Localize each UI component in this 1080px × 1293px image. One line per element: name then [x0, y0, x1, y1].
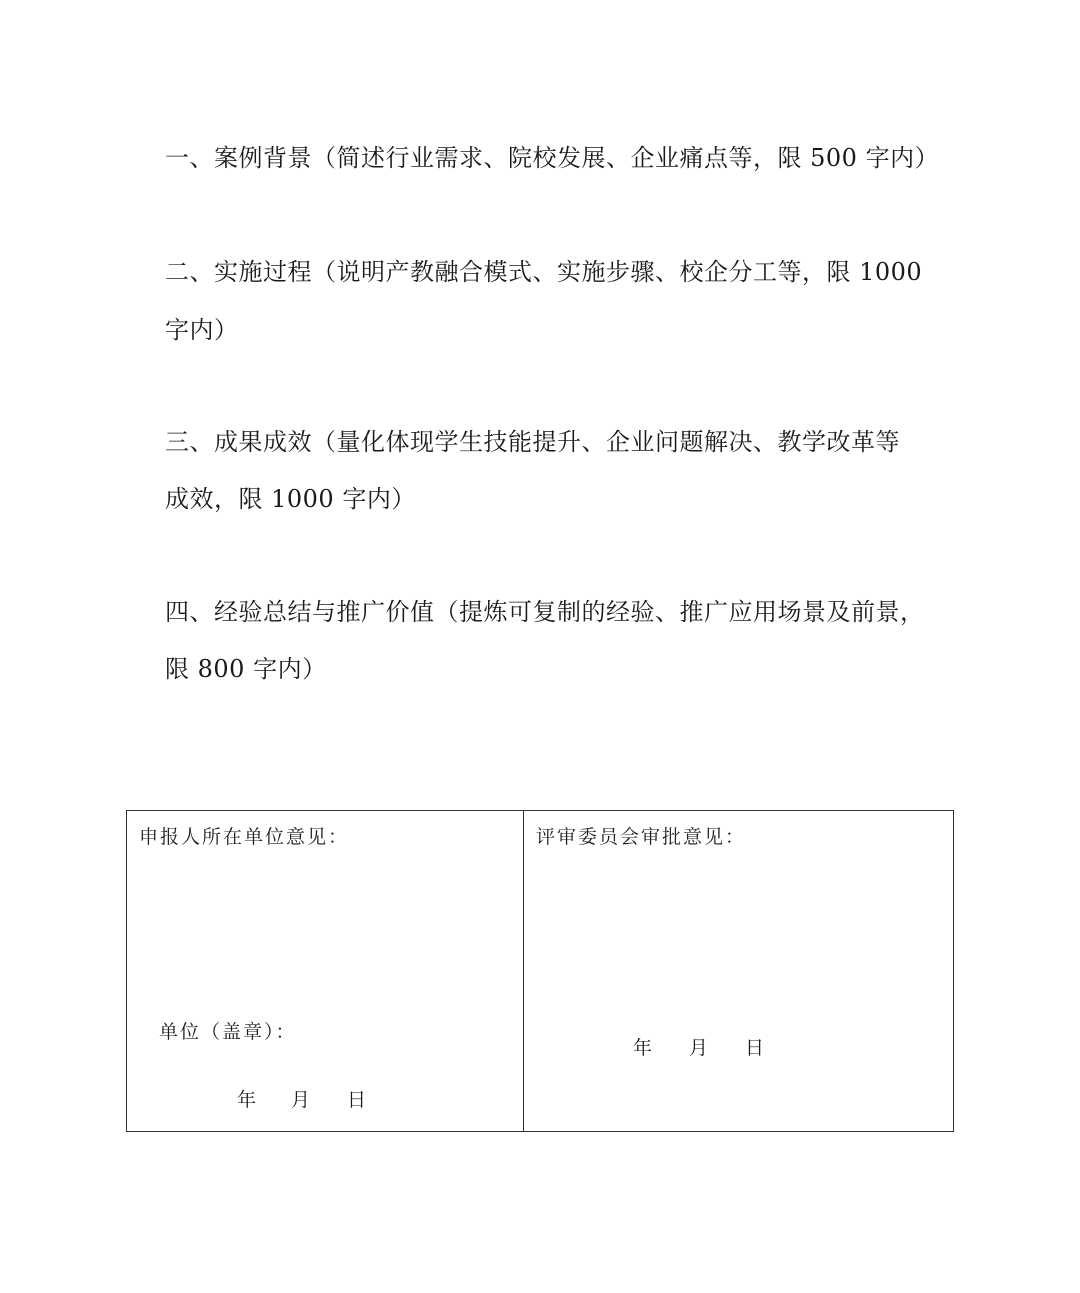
- opinion-table: [126, 810, 954, 1132]
- unit-date-year: 年: [237, 1089, 257, 1111]
- section-4-line-1: 四、经验总结与推广价值（提炼可复制的经验、推广应用场景及前景，: [165, 598, 925, 626]
- section-2-line-2: 字内）: [165, 316, 239, 344]
- table-column-divider: [523, 811, 524, 1131]
- committee-date-day: 日: [745, 1037, 765, 1059]
- unit-date-day: 日: [347, 1089, 367, 1111]
- unit-seal-label: 单位（盖章）：: [159, 1021, 297, 1043]
- committee-opinion-heading: 评审委员会审批意见：: [536, 826, 747, 848]
- committee-date-year: 年: [633, 1037, 653, 1059]
- section-2-line-1: 二、实施过程（说明产教融合模式、实施步骤、校企分工等，限 1000: [165, 258, 923, 286]
- section-4-line-2: 限 800 字内）: [165, 655, 327, 683]
- section-1-line-1: 一、案例背景（简述行业需求、院校发展、企业痛点等，限 500 字内）: [165, 144, 940, 172]
- unit-opinion-heading: 申报人所在单位意见：: [139, 826, 350, 848]
- unit-date-month: 月: [291, 1089, 311, 1111]
- section-3-line-2: 成效，限 1000 字内）: [165, 485, 416, 513]
- committee-date-month: 月: [689, 1037, 709, 1059]
- section-3-line-1: 三、成果成效（量化体现学生技能提升、企业问题解决、教学改革等: [165, 428, 900, 456]
